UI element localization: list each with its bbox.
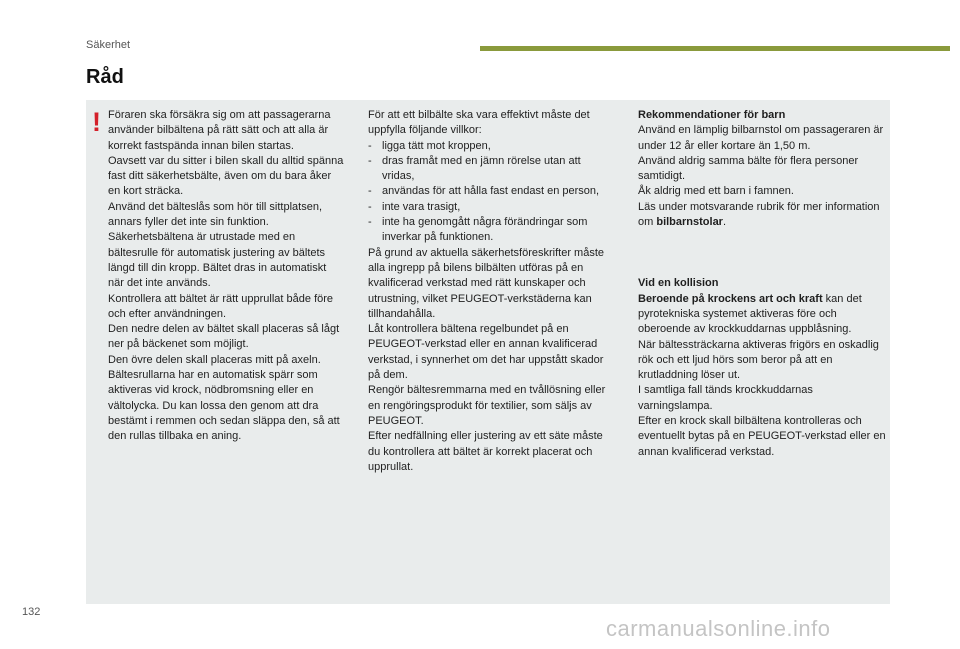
children-paragraph: Använd aldrig samma bälte för flera personer samtidigt. bbox=[638, 154, 859, 183]
watermark: carmanualsonline.info bbox=[606, 616, 831, 641]
warning-paragraph: Föraren ska försäkra sig om att passagerarna använder bilbältena på rätt sätt och att alla är korrekt fastspända innan bilen startas. bbox=[108, 109, 331, 152]
collision-heading: Vid en kollision bbox=[638, 277, 719, 290]
maintenance-paragraph: På grund av aktuella säkerhetsföreskrifter måste alla ingrepp på bilens bilbälten utföras på en kvalificerad verkstad med rätt kunskaper och utrustning, vilket PEUGEOT-verkstäderna kan tillhandahålla. bbox=[368, 246, 605, 320]
condition-item: - inte ha genomgått några förändringar som inverkar på funktionen. bbox=[368, 215, 616, 246]
condition-item: - ligga tätt mot kroppen, bbox=[368, 139, 616, 154]
maintenance-paragraph: Rengör bältesremmarna med en tvållösning eller en rengöringsprodukt för textilier, som säljs av PEUGEOT. bbox=[368, 384, 606, 427]
condition-item: - användas för att hålla fast endast en person, bbox=[368, 184, 616, 199]
header-accent-bar bbox=[480, 46, 950, 51]
conditions-intro: För att ett bilbälte ska vara effektivt måste det uppfylla följande villkor: bbox=[368, 109, 590, 137]
conditions-column bbox=[368, 108, 616, 475]
children-paragraph: Använd en lämplig bilbarnstol om passageraren är under 12 år eller kortare än 1,50 m. bbox=[638, 124, 884, 152]
warning-paragraph: Den övre delen skall placeras mitt på axeln. bbox=[108, 353, 321, 366]
children-reference-end: . bbox=[722, 216, 727, 229]
collision-paragraph: I samtliga fall tänds krockkuddarnas varningslampa. bbox=[638, 384, 813, 412]
children-paragraph: Åk aldrig med ett barn i famnen. bbox=[638, 185, 794, 198]
warning-paragraph: Använd det bälteslås som hör till sittplatsen, annars fyller det inte sin funktion. bbox=[108, 200, 323, 229]
warning-icon: ! bbox=[92, 107, 101, 137]
collision-paragraph: När bältessträckarna aktiveras frigörs en oskadlig rök och ett ljud hörs som beror på att en krutladdning löser ut. bbox=[638, 338, 879, 382]
warning-paragraph: Bältesrullarna har en automatisk spärr som aktiveras vid krock, nödbromsning eller en vältolycka. Du kan lossa den genom att dra bestämt i remmen och sedan släppa den, så att den rullas tillbaka en aning. bbox=[108, 369, 340, 443]
section-label: Säkerhet bbox=[86, 39, 131, 51]
warning-paragraph: Kontrollera att bältet är rätt upprullat både före och efter användningen. bbox=[108, 292, 334, 320]
condition-item: - dras framåt med en jämn rörelse utan att vridas, bbox=[368, 154, 616, 185]
children-reference bbox=[638, 200, 886, 231]
spacer bbox=[638, 230, 886, 276]
warning-paragraph: Säkerhetsbältena är utrustade med en bältesrulle för automatisk justering av bältets längd till din kropp. Bältet dras in automatiskt när det inte används. bbox=[108, 231, 327, 290]
collision-paragraph: Efter en krock skall bilbältena kontrolleras och eventuellt bytas på en PEUGEOT-verkstad eller en annan kvalificerad verkstad. bbox=[638, 415, 886, 458]
collision-text: kan det pyrotekniska systemet aktiveras före och oberoende av krockkuddarnas uppblåsning. bbox=[638, 292, 862, 336]
collision-paragraph bbox=[638, 292, 886, 338]
condition-item: - inte vara trasigt, bbox=[368, 200, 616, 215]
recommendations-column bbox=[638, 108, 886, 460]
children-reference-text: Läs under motsvarande rubrik för mer information om bbox=[638, 200, 880, 229]
maintenance-paragraph: Efter nedfällning eller justering av ett säte måste du kontrollera att bältet är korrekt placerat och upprullat. bbox=[368, 430, 603, 473]
child-seats-link: bilbarnstolar bbox=[656, 216, 723, 229]
warning-column bbox=[108, 108, 344, 445]
warning-paragraph: Den nedre delen av bältet skall placeras så lågt ner på bäckenet som möjligt. bbox=[108, 323, 340, 351]
children-heading: Rekommendationer för barn bbox=[638, 109, 786, 121]
warning-paragraph: Oavsett var du sitter i bilen skall du alltid spänna fast ditt säkerhetsbälte, även om du bara åker en kort sträcka. bbox=[108, 154, 344, 198]
page-number: 132 bbox=[22, 606, 41, 618]
maintenance-paragraph: Låt kontrollera bältena regelbundet på en PEUGEOT-verkstad eller en annan kvalificerad verkstad, i synnerhet om det har uppstått skador på dem. bbox=[368, 323, 604, 382]
page-title: Råd bbox=[86, 66, 124, 88]
collision-bold-text: Beroende på krockens art och kraft bbox=[638, 292, 823, 305]
